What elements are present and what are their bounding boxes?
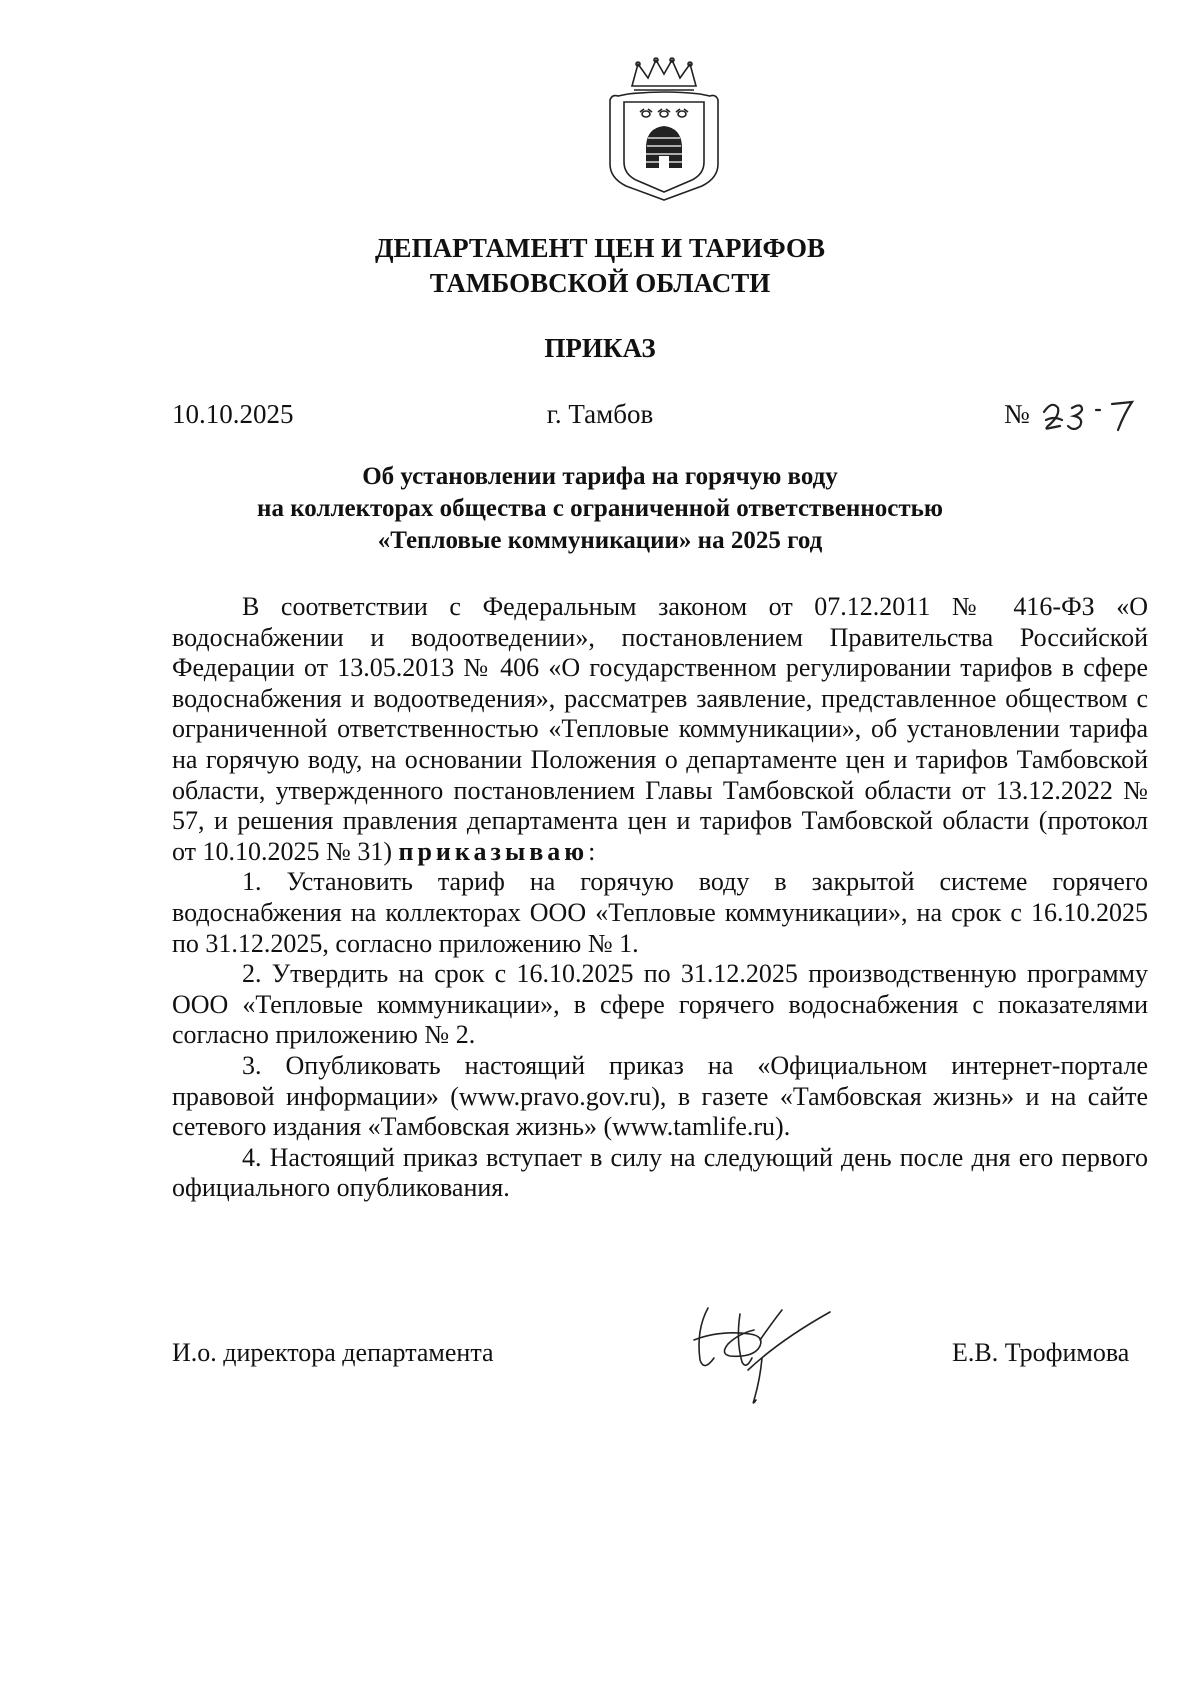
tambov-region-coat-of-arms-icon bbox=[604, 56, 724, 202]
order-item-1: 1. Установить тариф на горячую воду в закрытой системе горячего водоснабжения на коллекторах ООО «Тепловые коммуникации», на срок с 16.10.2025 по 31.12.2025, согласно приложению № 1. bbox=[172, 867, 1148, 958]
order-word: приказываю bbox=[398, 836, 589, 866]
department-name-line2: ТАМБОВСКОЙ ОБЛАСТИ bbox=[429, 268, 771, 298]
preamble-text: В соответствии с Федеральным законом от 07.12.2011 № 416-ФЗ «О водоснабжении и водоотведении», постановлением Правительства Российской Федерации от 13.05.2013 № 406 «О государственном регулировании тарифов в сфере водоснабжения и водоотведения», рассматрев заявление, представленное обществом с ограниченной ответственностью «Тепловые коммуникации», об установлении тарифа на горячую воду, на основании Положения о департаменте цен и тарифов Тамбовской области, утвержденного постановлением Главы Тамбовской области от 13.12.2022 № 57, и решения правления департамента цен и тарифов Тамбовской области (протокол от 10.10.2025 № 31) bbox=[172, 592, 1148, 866]
subject-line2: на коллекторах общества с ограниченной ответственностью bbox=[257, 495, 943, 522]
order-item-4: 4. Настоящий приказ вступает в силу на следующий день после дня его первого официального опубликования. bbox=[172, 1142, 1148, 1203]
subject-line1: Об установлении тарифа на горячую воду bbox=[362, 463, 838, 490]
handwritten-number bbox=[1040, 396, 1140, 436]
order-colon: : bbox=[588, 836, 596, 866]
document-body bbox=[172, 592, 1148, 1204]
document-number-prefix: № bbox=[1004, 399, 1030, 429]
order-item-3: 3. Опубликовать настоящий приказ на «Официальном интернет-портале правовой информации» (www.pravo.gov.ru), в газете «Тамбовская жизнь» и на сайте сетевого издания «Тамбовская жизнь» (www.tamlife.ru). bbox=[172, 1050, 1148, 1142]
signatory-name: Е.В. Трофимова bbox=[952, 1338, 1130, 1367]
signatory-role: И.о. директора департамента bbox=[172, 1338, 494, 1367]
document-date: 10.10.2025 bbox=[172, 399, 294, 429]
document-city: г. Тамбов bbox=[546, 399, 654, 429]
document-type: ПРИКАЗ bbox=[544, 333, 656, 363]
order-item-2: 2. Утвердить на срок с 16.10.2025 по 31.12.2025 производственную программу ООО «Тепловые коммуникации», в сфере горячего водоснабжения с показателями согласно приложению № 2. bbox=[172, 959, 1148, 1050]
handwritten-signature-icon bbox=[690, 1300, 840, 1410]
subject-line3: «Тепловые коммуникации» на 2025 год bbox=[377, 527, 823, 554]
preamble-paragraph bbox=[172, 592, 1148, 867]
department-name-line1: ДЕПАРТАМЕНТ ЦЕН И ТАРИФОВ bbox=[374, 233, 826, 263]
